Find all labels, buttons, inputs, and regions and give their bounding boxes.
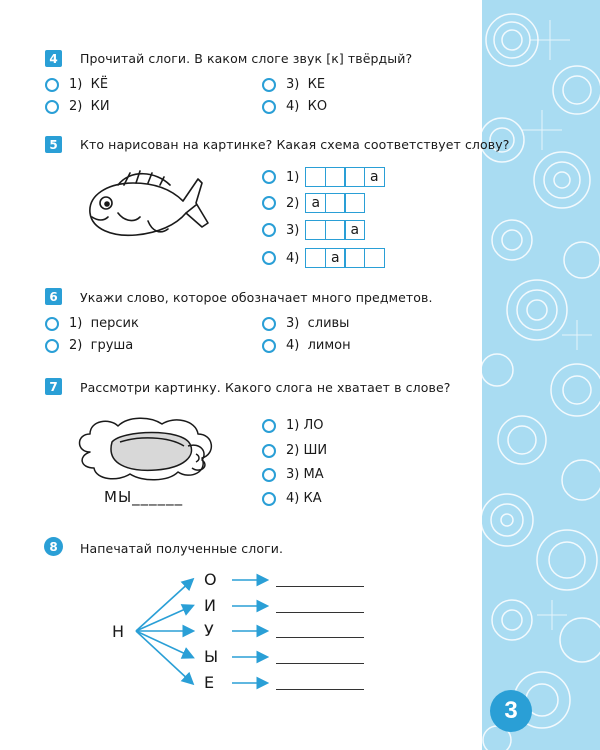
option-value: груша <box>90 338 134 353</box>
cloud-pillow-picture <box>72 412 222 487</box>
answer-option[interactable] <box>45 338 133 353</box>
answer-option[interactable] <box>45 316 139 331</box>
scheme-cell: а <box>344 220 365 240</box>
scheme-cell <box>325 167 346 187</box>
vowel-letter: О <box>204 570 217 589</box>
scheme-cell <box>325 193 346 213</box>
option-label: 1) <box>286 418 300 433</box>
answer-line[interactable] <box>276 689 364 690</box>
scheme-cell <box>305 167 326 187</box>
answer-option[interactable] <box>262 338 351 353</box>
arrow-to-e <box>136 631 192 683</box>
fish-picture <box>78 165 218 245</box>
decorative-side-band <box>482 0 600 750</box>
option-value: КА <box>303 491 322 506</box>
word-scheme <box>305 248 385 268</box>
scheme-cell <box>325 220 346 240</box>
answer-option[interactable] <box>262 467 324 482</box>
question-number-badge: 6 <box>45 288 62 305</box>
answer-option[interactable] <box>262 248 385 268</box>
answer-option[interactable] <box>262 77 325 92</box>
option-label: 3) <box>286 77 300 92</box>
arrow-to-i <box>136 606 192 631</box>
scheme-cell <box>344 167 365 187</box>
answer-option[interactable] <box>262 167 385 187</box>
answer-line[interactable] <box>276 637 364 638</box>
arrow-to-y <box>136 631 192 657</box>
option-label: 4) <box>286 250 300 266</box>
vowel-letter: Ы <box>204 647 219 666</box>
option-label: 3) <box>286 222 300 238</box>
option-label: 3) <box>286 316 300 331</box>
option-label: 2) <box>69 99 83 114</box>
question-number-badge: 4 <box>45 50 62 67</box>
radio-button[interactable] <box>45 78 59 92</box>
scheme-cell: а <box>364 167 385 187</box>
consonant-letter: Н <box>112 622 125 641</box>
option-label: 4) <box>286 99 300 114</box>
option-value: КЁ <box>90 77 109 92</box>
answer-option[interactable] <box>262 99 327 114</box>
answer-option[interactable] <box>262 443 327 458</box>
option-label: 1) <box>286 169 300 185</box>
option-value: лимон <box>307 338 351 353</box>
question-text: Напечатай полученные слоги. <box>80 541 284 556</box>
incomplete-word: МЫ______ <box>104 488 184 506</box>
snowflake-pattern <box>482 0 600 750</box>
scheme-cell <box>305 220 326 240</box>
scheme-cell <box>344 193 365 213</box>
question-text: Прочитай слоги. В каком слоге звук [к] твёрдый? <box>80 51 413 66</box>
option-value: ШИ <box>303 443 328 458</box>
option-value: КО <box>307 99 328 114</box>
answer-option[interactable] <box>262 220 365 240</box>
scheme-cell <box>305 248 326 268</box>
question-text: Укажи слово, которое обозначает много предметов. <box>80 290 433 305</box>
radio-button[interactable] <box>262 251 276 265</box>
answer-line[interactable] <box>276 663 364 664</box>
radio-button[interactable] <box>262 100 276 114</box>
option-value: ЛО <box>303 418 324 433</box>
radio-button[interactable] <box>262 444 276 458</box>
answer-option[interactable] <box>45 77 108 92</box>
option-label: 2) <box>69 338 83 353</box>
vowel-letter: У <box>204 621 214 640</box>
answer-option[interactable] <box>262 491 322 506</box>
answer-option[interactable] <box>262 418 324 433</box>
radio-button[interactable] <box>262 78 276 92</box>
radio-button[interactable] <box>262 170 276 184</box>
radio-button[interactable] <box>262 223 276 237</box>
answer-option[interactable] <box>45 99 110 114</box>
radio-button[interactable] <box>262 492 276 506</box>
question-text: Кто нарисован на картинке? Какая схема соответствует слову? <box>80 137 510 152</box>
option-value: КЕ <box>307 77 326 92</box>
scheme-cell: а <box>325 248 346 268</box>
option-value: КИ <box>90 99 110 114</box>
page-number: 3 <box>490 690 532 732</box>
radio-button[interactable] <box>45 317 59 331</box>
question-text: Рассмотри картинку. Какого слога не хватает в слове? <box>80 380 451 395</box>
scheme-cell <box>344 248 365 268</box>
option-label: 4) <box>286 491 300 506</box>
answer-option[interactable] <box>262 193 365 213</box>
word-scheme <box>305 220 365 240</box>
option-label: 1) <box>69 77 83 92</box>
vowel-letter: И <box>204 596 216 615</box>
question-number-badge: 5 <box>45 136 62 153</box>
answer-line[interactable] <box>276 612 364 613</box>
question-number-badge: 7 <box>45 378 62 395</box>
radio-button[interactable] <box>262 317 276 331</box>
option-label: 2) <box>286 195 300 211</box>
radio-button[interactable] <box>262 419 276 433</box>
radio-button[interactable] <box>45 339 59 353</box>
option-value: МА <box>303 467 324 482</box>
radio-button[interactable] <box>262 196 276 210</box>
vowel-letter: Е <box>204 673 215 692</box>
question-number-badge: 8 <box>44 537 63 556</box>
radio-button[interactable] <box>262 468 276 482</box>
option-label: 2) <box>286 443 300 458</box>
radio-button[interactable] <box>262 339 276 353</box>
word-scheme <box>305 193 365 213</box>
word-scheme <box>305 167 385 187</box>
option-value: персик <box>90 316 139 331</box>
option-label: 4) <box>286 338 300 353</box>
answer-line[interactable] <box>276 586 364 587</box>
option-value: сливы <box>307 316 350 331</box>
option-label: 1) <box>69 316 83 331</box>
option-label: 3) <box>286 467 300 482</box>
arrow-to-o <box>136 580 192 631</box>
scheme-cell <box>364 248 385 268</box>
radio-button[interactable] <box>45 100 59 114</box>
answer-option[interactable] <box>262 316 349 331</box>
scheme-cell: а <box>305 193 326 213</box>
